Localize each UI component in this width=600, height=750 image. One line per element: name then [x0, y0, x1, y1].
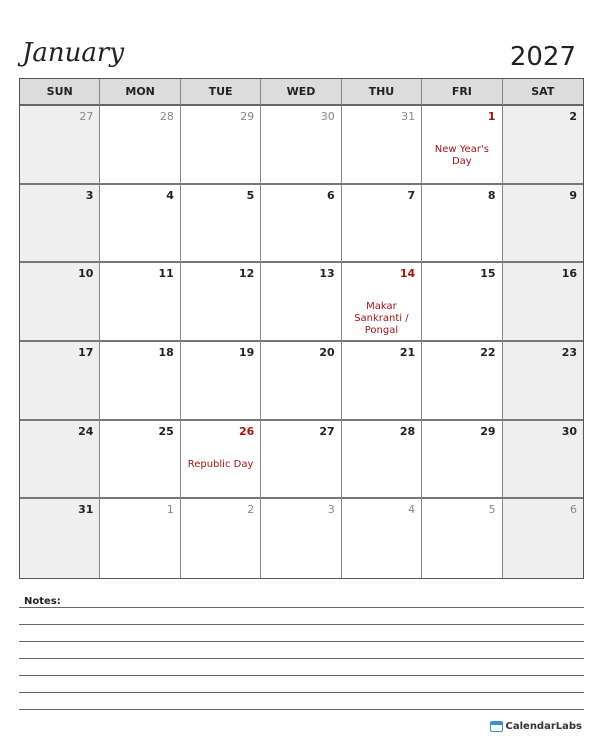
day-cell[interactable]	[342, 421, 422, 500]
day-cell[interactable]	[261, 342, 341, 421]
day-number: 21	[399, 345, 416, 359]
day-cell[interactable]	[261, 263, 341, 342]
day-cell[interactable]	[503, 106, 583, 185]
note-line	[19, 709, 584, 710]
day-cell[interactable]	[503, 185, 583, 264]
day-number: 31	[78, 503, 94, 517]
year-title: 2027	[509, 42, 576, 72]
notes-label: Notes:	[24, 596, 61, 607]
day-number: 18	[158, 345, 174, 359]
day-number: 7	[407, 188, 416, 202]
day-cell[interactable]	[422, 421, 502, 500]
day-number: 5	[488, 503, 496, 517]
day-number: 19	[238, 345, 255, 359]
day-number: 2	[569, 110, 577, 123]
day-number: 11	[158, 267, 174, 281]
day-cell[interactable]	[100, 342, 180, 421]
day-cell[interactable]	[342, 499, 422, 578]
day-number: 10	[78, 267, 94, 281]
day-cell[interactable]	[20, 421, 100, 500]
day-cell[interactable]	[20, 106, 100, 185]
day-cell[interactable]	[342, 185, 422, 264]
day-number: 4	[408, 503, 416, 517]
day-number: 17	[78, 345, 94, 359]
weekday-header: FRI	[422, 79, 502, 106]
day-cell[interactable]	[100, 263, 180, 342]
note-line	[19, 692, 584, 693]
day-number: 22	[480, 345, 496, 359]
day-cell[interactable]	[20, 185, 100, 264]
day-cell[interactable]	[181, 106, 261, 185]
day-number: 4	[166, 188, 174, 202]
day-cell[interactable]	[20, 499, 100, 578]
day-cell[interactable]	[100, 421, 180, 500]
day-number: 29	[480, 424, 496, 438]
day-cell[interactable]	[342, 263, 422, 342]
day-cell[interactable]	[181, 421, 261, 500]
day-number: 14	[399, 267, 416, 281]
day-cell[interactable]	[20, 342, 100, 421]
day-number: 30	[561, 424, 577, 438]
day-cell[interactable]	[261, 421, 341, 500]
day-cell[interactable]	[422, 499, 502, 578]
holiday-label: Republic Day	[187, 458, 254, 470]
note-line	[19, 624, 584, 625]
note-line	[19, 607, 584, 608]
weekday-header: MON	[100, 79, 180, 106]
day-cell[interactable]	[422, 263, 502, 342]
weekday-header: TUE	[181, 79, 261, 106]
day-cell[interactable]	[503, 421, 583, 500]
day-cell[interactable]	[503, 342, 583, 421]
day-number: 3	[85, 188, 94, 202]
day-number: 27	[319, 424, 335, 438]
day-number: 26	[238, 424, 255, 438]
day-cell[interactable]	[503, 263, 583, 342]
month-title: January	[22, 38, 125, 68]
day-number: 28	[159, 110, 174, 123]
brand-name: CalendarLabs	[505, 721, 582, 732]
day-cell[interactable]	[422, 342, 502, 421]
day-cell[interactable]	[100, 185, 180, 264]
day-number: 24	[78, 424, 94, 438]
day-number: 23	[561, 345, 577, 359]
day-cell[interactable]	[181, 185, 261, 264]
day-cell[interactable]	[261, 106, 341, 185]
day-cell[interactable]	[422, 185, 502, 264]
day-number: 28	[399, 424, 416, 438]
day-number: 6	[327, 188, 335, 202]
holiday-label: Makar Sankranti / Pongal	[354, 301, 409, 337]
day-number: 3	[327, 503, 335, 517]
day-cell[interactable]	[261, 185, 341, 264]
day-number: 1	[487, 110, 496, 123]
day-number: 2	[247, 503, 255, 517]
weekday-header: SAT	[503, 79, 583, 106]
weekday-header: SUN	[20, 79, 100, 106]
calendar-grid	[19, 78, 584, 579]
day-cell[interactable]	[342, 106, 422, 185]
day-cell[interactable]	[100, 499, 180, 578]
day-cell[interactable]	[422, 106, 502, 185]
day-number: 12	[238, 267, 255, 281]
day-number: 8	[487, 188, 496, 202]
weekday-header: WED	[261, 79, 341, 106]
day-cell[interactable]	[503, 499, 583, 578]
brand-logo	[490, 721, 582, 732]
note-line	[19, 658, 584, 659]
day-number: 6	[570, 503, 577, 517]
day-number: 27	[79, 110, 94, 123]
day-number: 13	[319, 267, 335, 281]
day-cell[interactable]	[100, 106, 180, 185]
day-number: 1	[166, 503, 174, 517]
day-number: 16	[561, 267, 577, 281]
day-number: 29	[240, 110, 255, 123]
day-number: 25	[158, 424, 174, 438]
weekday-header: THU	[342, 79, 422, 106]
day-cell[interactable]	[20, 263, 100, 342]
day-number: 20	[319, 345, 335, 359]
day-number: 9	[569, 188, 577, 202]
day-cell[interactable]	[181, 342, 261, 421]
day-number: 31	[401, 110, 416, 123]
day-number: 30	[320, 110, 335, 123]
calendar-icon	[490, 721, 503, 732]
day-number: 15	[480, 267, 496, 281]
note-line	[19, 675, 584, 676]
day-cell[interactable]	[261, 499, 341, 578]
note-line	[19, 641, 584, 642]
day-cell[interactable]	[181, 499, 261, 578]
day-cell[interactable]	[181, 263, 261, 342]
day-number: 5	[246, 188, 255, 202]
holiday-label: New Year's Day	[434, 144, 489, 167]
day-cell[interactable]	[342, 342, 422, 421]
